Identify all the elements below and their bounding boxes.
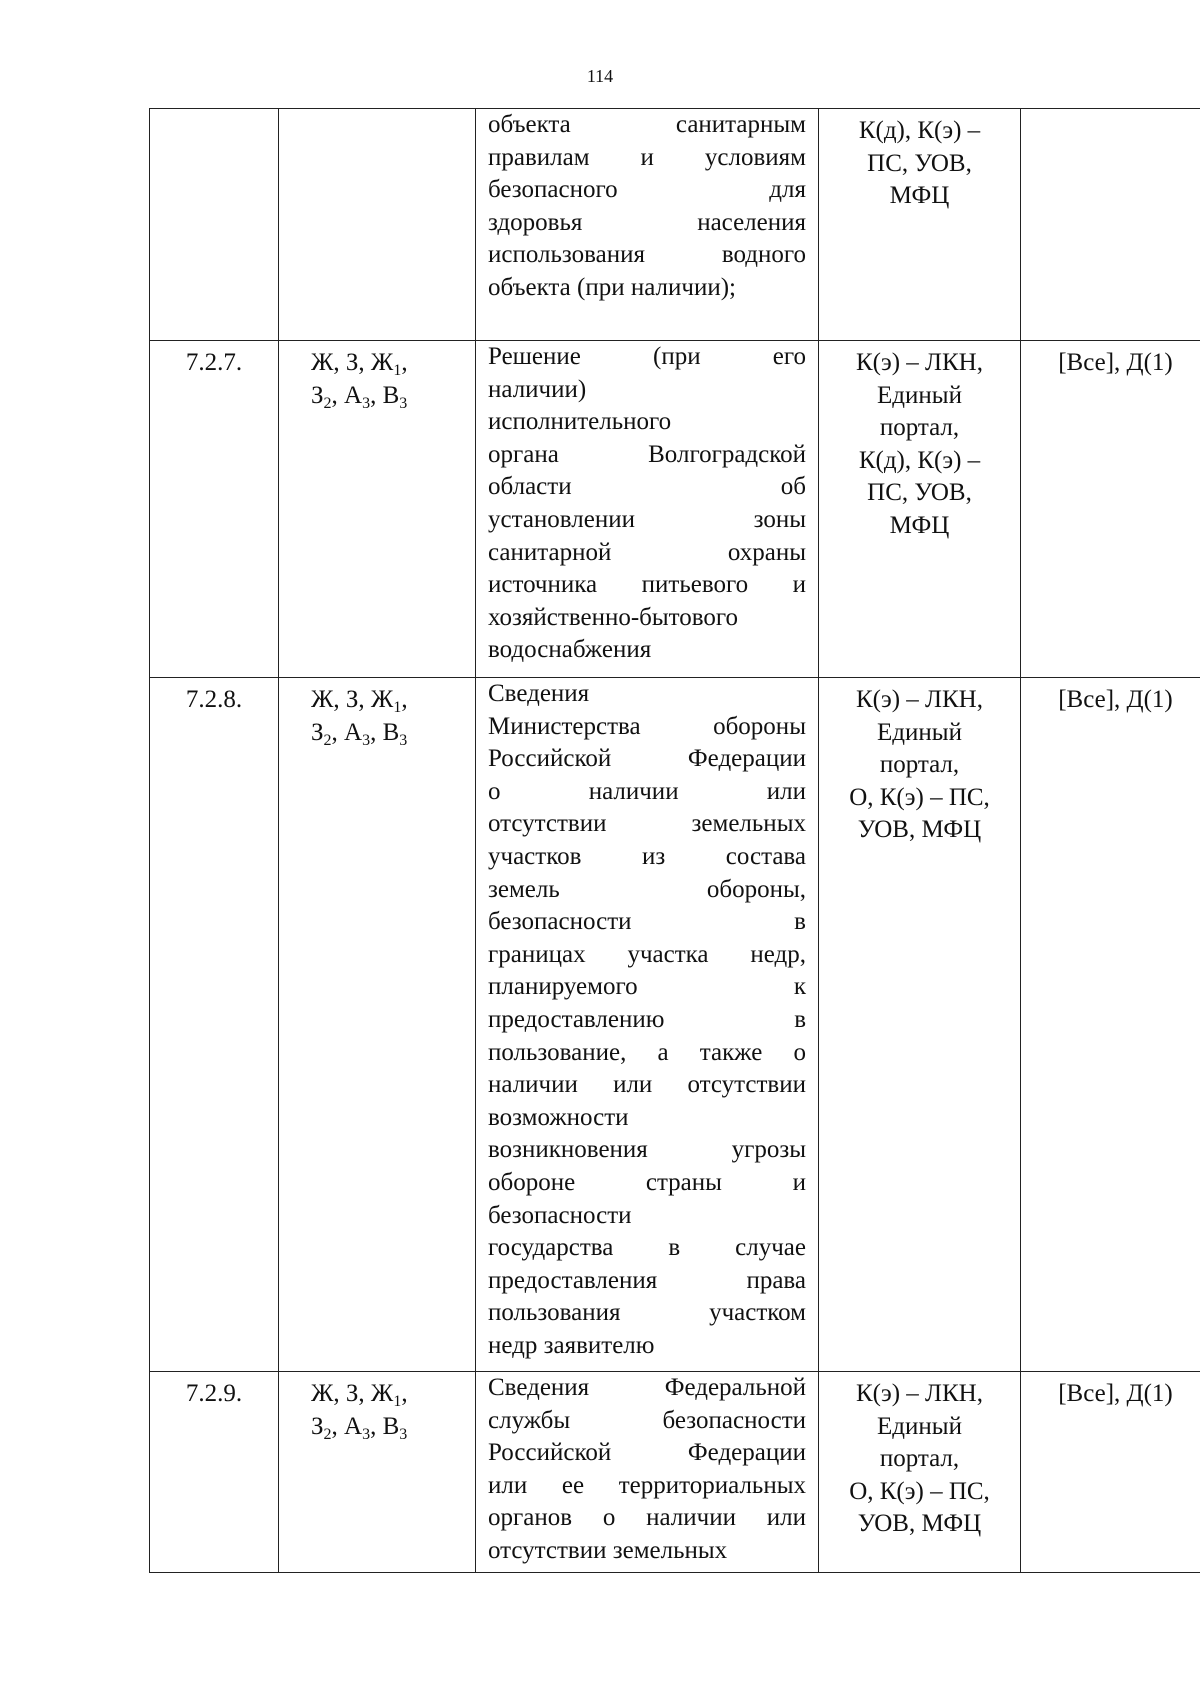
document-description-cell	[476, 109, 819, 341]
applicant-codes-line: Ж, З, $Ж_1$,	[311, 1380, 408, 1410]
subscript: 3	[399, 1425, 408, 1443]
row-number: 7.2.9.	[185, 1380, 243, 1407]
description-line: возникновения угрозы	[488, 1136, 806, 1164]
table-row	[150, 109, 1200, 341]
submission-method-line: портал,	[879, 414, 960, 442]
description-line: органа Волгоградской	[488, 440, 806, 468]
row-number-cell	[150, 678, 279, 1372]
document-description-cell	[476, 678, 819, 1372]
description-line: Российской Федерации	[488, 1439, 806, 1467]
submission-method-line: портал,	[879, 751, 960, 779]
description-line: отсутствии земельных	[488, 1536, 728, 1564]
subscript: 3	[399, 394, 408, 412]
description-line: области об	[488, 473, 806, 501]
description-line: пользование, а также о	[488, 1038, 806, 1066]
subscript: 2	[323, 731, 332, 749]
description-line: Российской Федерации	[488, 745, 806, 773]
subscript: 2	[323, 394, 332, 412]
applicant-codes-cell	[279, 109, 476, 341]
subscript: 3	[362, 731, 371, 749]
applicant-codes-line: $З_2$, $А_3$, $В_3$	[311, 718, 408, 749]
subscript: 1	[393, 362, 402, 379]
submission-method-line: УОВ, МФЦ	[857, 1510, 982, 1538]
conditions-cell	[1021, 678, 1200, 1372]
conditions-text: [Все], Д(1)	[1058, 1380, 1173, 1407]
description-line: или ее территориальных	[488, 1471, 806, 1499]
description-line: Сведения Федеральной	[488, 1374, 806, 1401]
submission-method-line: О, К(э) – ПС,	[849, 1477, 990, 1505]
table-row	[150, 1372, 1200, 1573]
submission-method-line: К(д), К(э) –	[858, 446, 981, 474]
row-number-cell	[150, 109, 279, 341]
description-line: предоставления права	[488, 1266, 806, 1294]
subscript: 3	[399, 731, 408, 749]
documents-table	[149, 108, 1200, 1573]
conditions-cell	[1021, 341, 1200, 678]
conditions-text: [Все], Д(1)	[1058, 686, 1173, 713]
description-line: безопасности в	[488, 908, 806, 936]
description-line: Министерства обороны	[488, 712, 806, 740]
description-line: земель обороны,	[488, 875, 806, 903]
description-line: хозяйственно-бытового	[488, 603, 739, 631]
row-number: 7.2.7.	[185, 349, 243, 376]
description-line: наличии или отсутствии	[488, 1071, 806, 1099]
description-line: Сведения	[488, 680, 590, 707]
submission-method-line: Единый	[877, 381, 962, 409]
submission-method-cell	[819, 678, 1021, 1372]
submission-method-cell	[819, 1372, 1021, 1573]
description-line: службы безопасности	[488, 1406, 806, 1434]
applicant-codes-line: $З_2$, $А_3$, $В_3$	[311, 381, 408, 412]
applicant-codes-cell	[279, 678, 476, 1372]
submission-method-line: Единый	[877, 1412, 962, 1440]
description-line: предоставлению в	[488, 1005, 806, 1033]
subscript: 2	[323, 1425, 332, 1443]
description-line: возможности	[488, 1103, 629, 1131]
subscript: 1	[393, 1393, 402, 1410]
description-line: безопасного для	[488, 176, 806, 204]
description-line: органов о наличии или	[488, 1504, 806, 1532]
description-line: санитарной охраны	[488, 538, 806, 566]
description-line: объекта (при наличии);	[488, 273, 736, 301]
conditions-cell	[1021, 1372, 1200, 1573]
description-line: установлении зоны	[488, 505, 806, 533]
applicant-codes-cell	[279, 1372, 476, 1573]
table-row	[150, 678, 1200, 1372]
table-body	[150, 109, 1200, 1573]
description-line: границах участка недр,	[488, 940, 806, 968]
description-line: планируемого к	[488, 973, 806, 1001]
applicant-codes-cell	[279, 341, 476, 678]
description-line: использования водного	[488, 241, 806, 269]
description-line: правилам и условиям	[488, 143, 806, 171]
submission-method-line: портал,	[879, 1445, 960, 1473]
submission-method-cell	[819, 109, 1021, 341]
conditions-cell	[1021, 109, 1200, 341]
document-description-cell	[476, 341, 819, 678]
row-number-cell	[150, 341, 279, 678]
applicant-codes-line: Ж, З, $Ж_1$,	[311, 349, 408, 379]
submission-method-line: О, К(э) – ПС,	[849, 783, 990, 811]
applicant-codes-line: $З_2$, $А_3$, $В_3$	[311, 1412, 408, 1443]
description-line: наличии)	[488, 375, 587, 403]
description-line: Решение (при его	[488, 343, 806, 370]
description-line: исполнительного	[488, 408, 672, 436]
submission-method-line: К(д), К(э) –	[858, 117, 981, 144]
description-line: водоснабжения	[488, 636, 652, 664]
row-number: 7.2.8.	[185, 686, 243, 713]
submission-method-cell	[819, 341, 1021, 678]
applicant-codes-line: Ж, З, $Ж_1$,	[311, 686, 408, 716]
submission-method-line: УОВ, МФЦ	[857, 816, 982, 844]
conditions-text: [Все], Д(1)	[1058, 349, 1173, 376]
submission-method-line: К(э) – ЛКН,	[856, 349, 983, 376]
description-line: пользования участком	[488, 1299, 806, 1327]
subscript: 3	[362, 1425, 371, 1443]
description-line: источника питьевого и	[488, 571, 806, 599]
description-line: о наличии или	[488, 777, 806, 805]
submission-method-line: ПС, УОВ,	[867, 149, 972, 177]
row-number-cell	[150, 1372, 279, 1573]
description-line: государства в случае	[488, 1234, 806, 1262]
description-line: недр заявителю	[488, 1331, 655, 1359]
submission-method-line: Единый	[877, 718, 962, 746]
submission-method-line: К(э) – ЛКН,	[856, 686, 983, 713]
document-description-cell	[476, 1372, 819, 1573]
subscript: 1	[393, 699, 402, 716]
description-line: безопасности	[488, 1201, 632, 1229]
page-number: 114	[586, 66, 614, 86]
description-line: объекта санитарным	[488, 111, 806, 138]
description-line: обороне страны и	[488, 1168, 806, 1196]
submission-method-line: К(э) – ЛКН,	[856, 1380, 983, 1407]
table-row	[150, 341, 1200, 678]
subscript: 3	[362, 394, 371, 412]
submission-method-line: МФЦ	[889, 511, 950, 539]
description-line: отсутствии земельных	[488, 810, 806, 838]
submission-method-line: МФЦ	[889, 182, 950, 210]
description-line: здоровья населения	[488, 208, 806, 236]
submission-method-line: ПС, УОВ,	[867, 479, 972, 507]
description-line: участков из состава	[488, 842, 806, 870]
